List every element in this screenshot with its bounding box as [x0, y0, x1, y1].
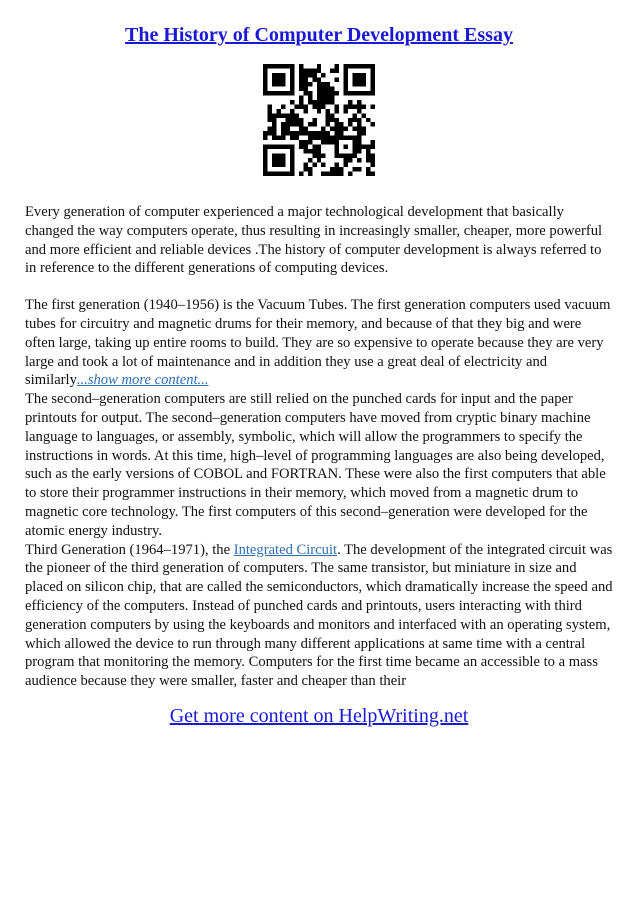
paragraph-intro: Every generation of computer experienced a major technological development that basically changed the way computers operate, thus resulting in increasingly smaller, cheaper, more powerful and more efficient and reliable devices .The history of computer development is always referred to in reference to the different generations of computing devices.: [25, 204, 603, 277]
paragraph-third-generation-start: Third Generation (1964–1971), the: [25, 541, 234, 558]
paragraph-third-generation-rest: . The development of the integrated circuit was the pioneer of the third generation of computers. The same transistor, but miniature in size and placed on silicon chip, that are called the semiconductors, which dramatically increase the speed and efficiency of the computers. Instead of punched cards and printouts, users interacting with third generation computers by using the keyboards and monitors and interfaced with an operating system, which allowed the device to run through many different applications at same time with a central program that monitoring the memory. Computers for the first time became an accessible to a mass audience because they were smaller, faster and cheaper than their: [25, 541, 613, 690]
paragraph-spacer: [25, 278, 613, 296]
page-title[interactable]: The History of Computer Development Essay: [125, 24, 513, 46]
paragraph-first-generation: [25, 296, 613, 390]
paragraph-second-generation: The second–generation computers are still relied on the punched cards for input and the paper printouts for output. The second–generation computers have moved from cryptic binary machine language to languages, or assembly, symbolic, which will allow the programmers to specify the instructions in words. At this time, high–level of programming languages are also being developed, such as the early versions of COBOL and FORTRAN. These were also the first computers that able to store their programmer instructions in their memory, which moved from a magnetic drum to magnetic core technology. The first computers of this second–generation were developed for the atomic energy industry.: [25, 391, 606, 539]
essay-body: [25, 203, 613, 691]
get-more-content-link[interactable]: Get more content on HelpWriting.net: [169, 704, 469, 727]
paragraph-first-generation-text: The first generation (1940–1956) is the Vacuum Tubes. The first generation computers used vacuum tubes for circuitry and magnetic drums for their memory, and because of that they big and were often large, taking up entire rooms to build. They are so expensive to operate because they are very large and took a lot of maintenance and in addition they use a great deal of electricity and similarly: [25, 297, 611, 389]
paragraph-third-generation: [25, 541, 613, 691]
integrated-circuit-link[interactable]: Integrated Circuit: [233, 541, 338, 558]
show-more-link[interactable]: ...show more content...: [76, 372, 209, 389]
qr-code-icon: [263, 64, 375, 176]
qr-container: [25, 64, 613, 176]
